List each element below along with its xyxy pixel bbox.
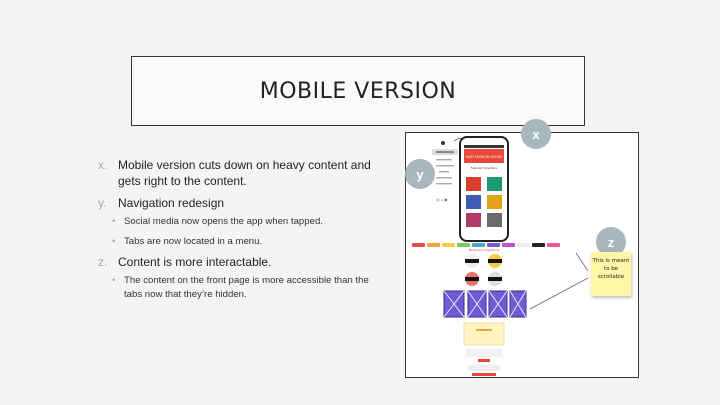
bullet-text: Mobile version cuts down on heavy content and gets right to the content. [118,158,371,188]
phone-frame [460,137,508,241]
svg-text:Featured Collections: Featured Collections [470,167,498,170]
tab-chip [412,243,425,247]
collection-circles [465,254,502,286]
title-box [131,56,585,126]
sub-bullet-text: Social media now opens the app when tapped. [124,216,323,227]
svg-text:◎ ♫ ▶: ◎ ♫ ▶ [436,197,448,202]
slide-title: MOBILE VERSION [259,78,457,104]
tab-strip [412,243,560,247]
tab-chip [442,243,455,247]
label-x-marker: x [521,119,551,149]
tab-chip [457,243,470,247]
sub-bullet: • Social media now opens the app when tapped. [112,216,323,227]
sub-bullet-text: The content on the front page is more accessible than the tabs now that they’re hidden. [124,275,369,300]
tab-chip [532,243,545,247]
sub-bullet: • Tabs are now located in a menu. [112,235,263,247]
tab-chip [517,243,530,247]
bullet-x [98,157,388,189]
tab-chip [487,243,500,247]
product-frames [444,291,526,317]
bullet-text: Content is more interactable. [118,255,272,269]
label-z-marker: z [596,227,626,257]
sub-bullet-text: Tabs are now located in a menu. [124,235,263,247]
bullet-y [98,195,388,211]
bullet-text: Navigation redesign [118,196,225,210]
tab-chip [472,243,485,247]
bullet-marker: y. [98,196,107,210]
svg-text:EASY FASHION GOODS: EASY FASHION GOODS [465,155,503,159]
tab-chip [547,243,560,247]
bullet-marker: z. [98,255,108,269]
tab-chip [427,243,440,247]
label-y-marker: y [405,159,435,189]
bullet-list [98,157,388,307]
bullet-z [98,254,388,270]
svg-text:Featured Collections: Featured Collections [468,248,500,252]
sticky-note: This is meant to be scrollable [591,252,631,296]
sub-bullet: • The content on the front page is more accessible than the tabs now that they’re hidden. [112,274,388,301]
bullet-marker: x. [98,158,108,172]
tab-chip [502,243,515,247]
